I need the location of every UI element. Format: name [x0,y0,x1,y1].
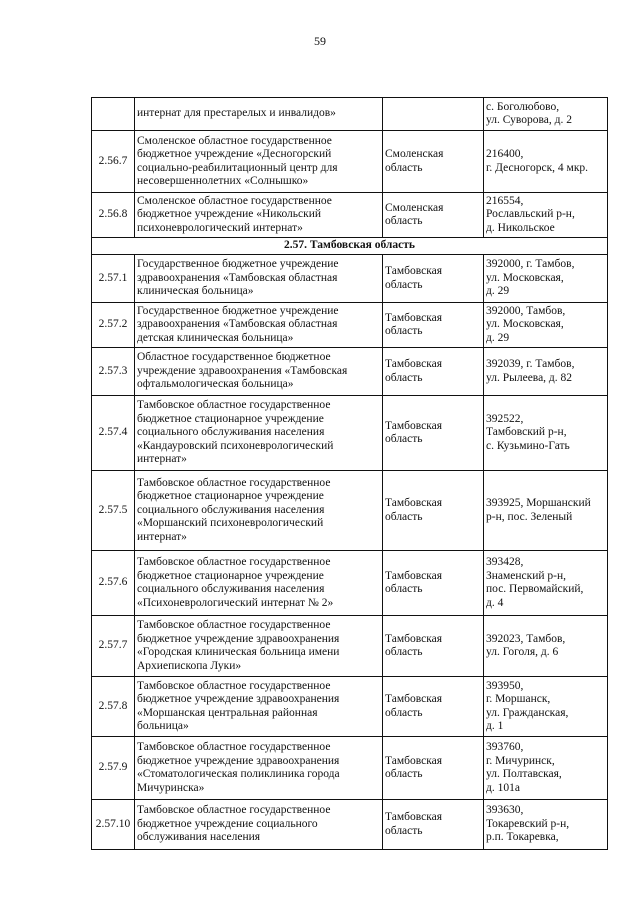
institution-name-cell [135,396,383,471]
region: Тамбовская область [385,632,442,658]
address: 393925, Моршанский р-н, пос. Зеленый [486,497,591,523]
address-cell [484,131,608,193]
institution-name: Тамбовское областное государственное бюджетное стационарное учреждение социального обслуживания населения «Психоневрологический интернат № 2» [137,556,334,609]
table-row [92,255,608,303]
address-cell [484,471,608,551]
row-number: 2.57.5 [98,503,128,516]
address-cell [484,396,608,471]
address: 216554, Рославльский р-н, д. Никольское [486,194,575,234]
institution-name-cell [135,193,383,238]
region: Тамбовская область [385,811,442,837]
table-row [92,131,608,193]
institution-name: Областное государственное бюджетное учреждение здравоохранения «Тамбовская офтальмологическая больница» [137,351,348,391]
address-cell [484,98,608,131]
address: с. Боголюбово, ул. Суворова, д. 2 [486,100,572,126]
region: Тамбовская область [385,265,442,291]
row-number-cell [92,255,135,303]
address: 393428, Знаменский р-н, пос. Первомайский, д. 4 [486,556,584,609]
institution-name-cell [135,677,383,737]
institution-name-cell [135,471,383,551]
institution-name: интернат для престарелых и инвалидов» [137,107,336,120]
institution-name-cell [135,255,383,303]
institution-name: Тамбовское областное государственное бюджетное стационарное учреждение социального обслуживания населения «Кандауровский психоневрологический интернат» [137,399,334,466]
institution-name-cell [135,348,383,396]
institution-name: Смоленское областное государственное бюджетное учреждение «Десногорский социально-реабилитационный центр для несовершеннолетних «Солнышко» [137,134,338,187]
institution-name-cell [135,616,383,677]
region-cell [383,255,484,303]
region: Тамбовская область [385,358,442,384]
institution-name: Государственное бюджетное учреждение здравоохранения «Тамбовская областная клиническая больница» [137,258,339,298]
institution-name-cell [135,131,383,193]
region-cell [383,471,484,551]
row-number-cell [92,131,135,193]
region: Тамбовская область [385,693,442,719]
row-number-cell [92,677,135,737]
table-row [92,800,608,850]
table-row [92,348,608,396]
region-cell [383,396,484,471]
institution-name: Тамбовское областное государственное бюджетное учреждение здравоохранения «Стоматологическая поликлиника города Мичуринска» [137,741,340,794]
row-number: 2.57.1 [98,271,128,284]
address-cell [484,800,608,850]
region: Смоленская область [385,148,444,174]
institution-name: Смоленское областное государственное бюджетное учреждение «Никольский психоневрологический интернат» [137,194,332,234]
institution-name: Тамбовское областное государственное бюджетное учреждение здравоохранения «Городская клиническая больница имени Архиепископа Луки» [137,619,340,672]
region: Тамбовская область [385,569,442,595]
institution-name: Тамбовское областное государственное бюджетное учреждение социального обслуживания населения [137,804,331,844]
row-number-cell [92,303,135,348]
table-row [92,193,608,238]
institution-name-cell [135,551,383,616]
region-cell [383,616,484,677]
table-row [92,551,608,616]
row-number: 2.57.7 [98,639,128,652]
region-cell [383,303,484,348]
institution-name: Тамбовское областное государственное бюджетное стационарное учреждение социального обслуживания населения «Моршанский психоневрологический интернат» [137,476,331,543]
row-number: 2.57.2 [98,318,128,331]
table-row [92,616,608,677]
row-number-cell [92,193,135,238]
row-number-cell [92,98,135,131]
address-cell [484,348,608,396]
row-number: 2.57.8 [98,699,128,712]
address: 216400, г. Десногорск, 4 мкр. [486,148,589,174]
address: 392023, Тамбов, ул. Гоголя, д. 6 [486,632,566,658]
row-number-cell [92,348,135,396]
page-number: 59 [314,34,326,48]
region-cell [383,677,484,737]
region-cell [383,131,484,193]
row-number: 2.57.10 [95,817,131,830]
address-cell [484,193,608,238]
row-number-cell [92,396,135,471]
section-title: 2.57. Тамбовская область [92,238,608,255]
institution-name: Тамбовское областное государственное бюджетное учреждение здравоохранения «Моршанская центральная районная больница» [137,679,340,732]
address-cell [484,737,608,800]
region-cell [383,551,484,616]
row-number: 2.56.7 [98,154,128,167]
region: Тамбовская область [385,419,442,445]
region-cell [383,737,484,800]
row-number: 2.57.3 [98,364,128,377]
table-row [92,737,608,800]
table-row [92,471,608,551]
institution-name-cell [135,737,383,800]
row-number: 2.57.6 [98,576,128,589]
address-cell [484,616,608,677]
address: 393950, г. Моршанск, ул. Гражданская, д. 1 [486,679,569,732]
address: 393630, Токаревский р-н, р.п. Токаревка, [486,804,570,844]
institution-name-cell [135,98,383,131]
address: 392000, Тамбов, ул. Московская, д. 29 [486,304,566,344]
table-row [92,303,608,348]
address-cell [484,303,608,348]
row-number: 2.57.4 [98,426,128,439]
region: Тамбовская область [385,311,442,337]
address-cell [484,255,608,303]
region: Смоленская область [385,201,444,227]
institutions-table [91,97,608,850]
address: 392039, г. Тамбов, ул. Рылеева, д. 82 [486,358,575,384]
institution-name: Государственное бюджетное учреждение здравоохранения «Тамбовская областная детская клиническая больница» [137,304,339,344]
row-number-cell [92,800,135,850]
institution-name-cell [135,303,383,348]
address: 392000, г. Тамбов, ул. Московская, д. 29 [486,258,575,298]
address-cell [484,677,608,737]
region-cell [383,800,484,850]
institution-name-cell [135,800,383,850]
address: 392522, Тамбовский р-н, с. Кузьмино-Гать [486,412,570,452]
address-cell [484,551,608,616]
row-number-cell [92,551,135,616]
region-cell [383,193,484,238]
region: Тамбовская область [385,497,442,523]
row-number: 2.56.8 [98,208,128,221]
address: 393760, г. Мичуринск, ул. Полтавская, д. 101а [486,741,562,794]
region: Тамбовская область [385,754,442,780]
region-cell [383,348,484,396]
row-number-cell [92,737,135,800]
table-row [92,677,608,737]
row-number: 2.57.9 [98,761,128,774]
section-row [92,238,608,255]
row-number-cell [92,616,135,677]
table-row [92,396,608,471]
region-cell [383,98,484,131]
row-number-cell [92,471,135,551]
table-row [92,98,608,131]
